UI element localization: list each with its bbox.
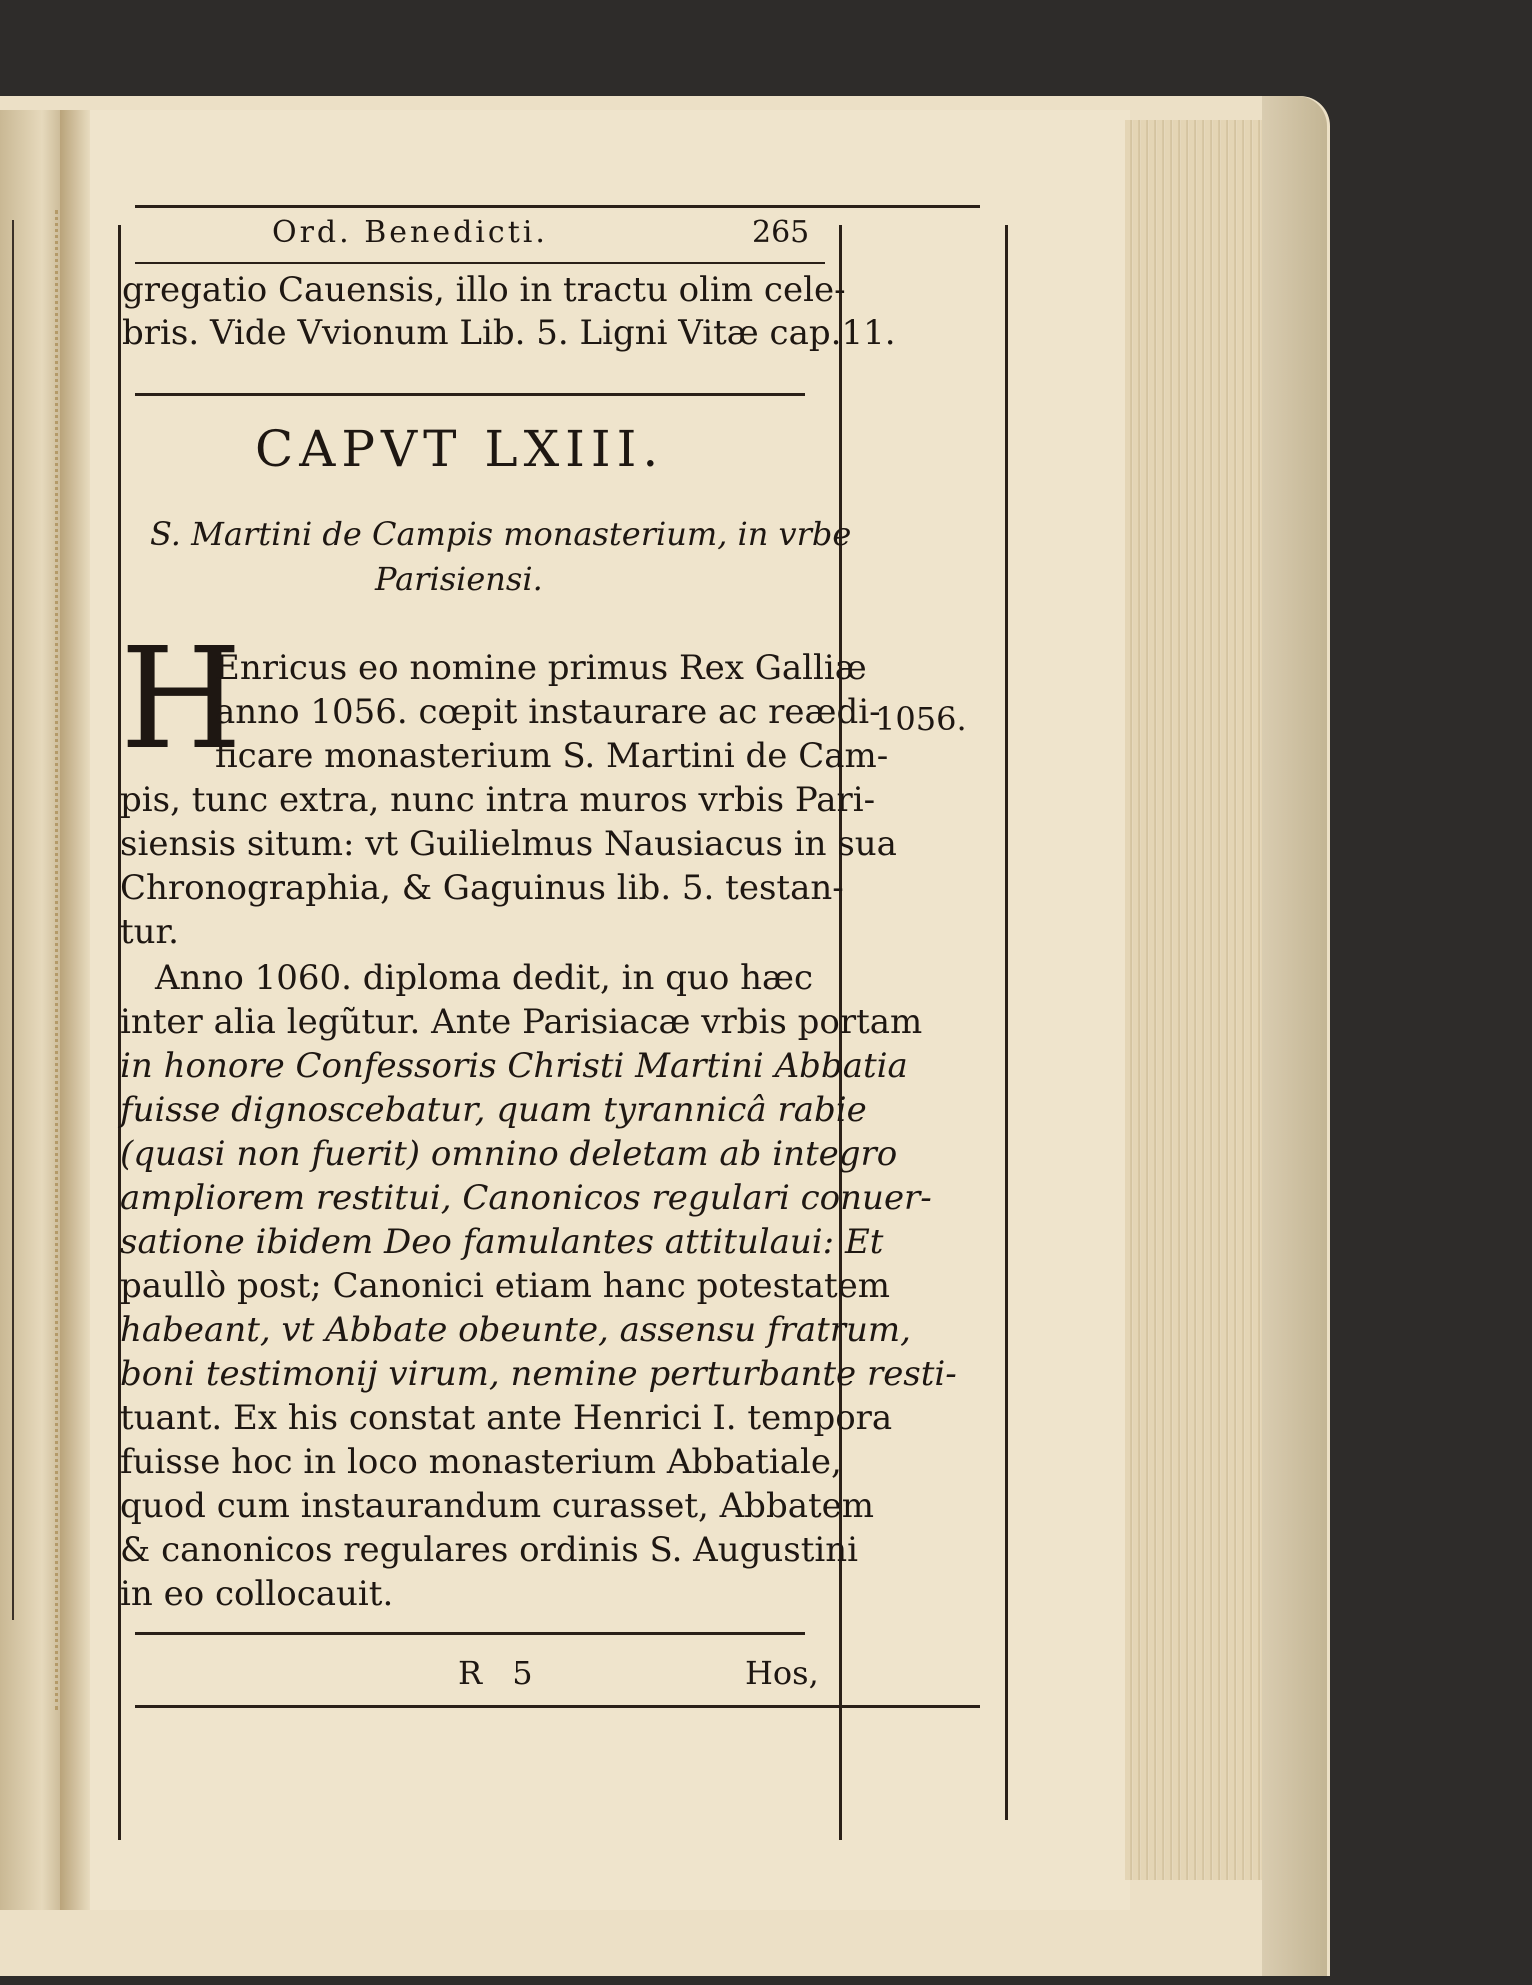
body-line: fuisse hoc in loco monasterium Abbatiale, <box>120 1442 842 1482</box>
body-line: pis, tunc extra, nunc intra muros vrbis Pari- <box>120 780 876 820</box>
bottom-rule <box>135 1705 980 1708</box>
footer-rule <box>135 1632 805 1635</box>
body-line: anno 1056. cœpit instaurare ac reædi- <box>215 692 881 732</box>
continuation-line: gregatio Cauensis, illo in tractu olim cele- <box>122 270 846 310</box>
continuation-line: bris. Vide Vvionum Lib. 5. Ligni Vitæ cap.11. <box>122 313 896 353</box>
body-line: in eo collocauit. <box>120 1574 394 1614</box>
drop-cap: H <box>120 618 243 781</box>
chapter-subtitle: S. Martini de Campis monasterium, in vrbe <box>150 515 852 553</box>
body-line: satione ibidem Deo famulantes attitulaui: Et <box>120 1222 884 1262</box>
body-line: tur. <box>120 912 179 952</box>
catchword: Hos, <box>745 1654 819 1692</box>
gutter <box>60 110 90 1910</box>
body-line: ficare monasterium S. Martini de Cam- <box>215 736 889 776</box>
page-edges <box>1125 120 1265 1880</box>
cover-edge <box>1262 96 1327 1976</box>
body-line: habeant, vt Abbate obeunte, assensu fratrum, <box>120 1310 911 1350</box>
page-number: 265 <box>752 215 810 250</box>
chapter-title: CAPVT LXIII. <box>255 420 665 478</box>
body-line: fuisse dignoscebatur, quam tyrannicâ rabie <box>120 1090 867 1130</box>
chapter-subtitle: Parisiensi. <box>375 560 543 598</box>
margin-note: 1056. <box>875 700 967 738</box>
header-rule <box>135 205 980 208</box>
body-line: siensis situm: vt Guilielmus Nausiacus in sua <box>120 824 897 864</box>
signature-mark: R 5 <box>458 1654 533 1692</box>
body-line: ampliorem restitui, Canonicos regulari conuer- <box>120 1178 932 1218</box>
body-line: Enricus eo nomine primus Rex Galliæ <box>215 648 867 688</box>
body-line: quod cum instaurandum curasset, Abbatem <box>120 1486 875 1526</box>
body-line: (quasi non fuerit) omnino deletam ab integro <box>120 1134 898 1174</box>
body-line: inter alia legũtur. Ante Parisiacæ vrbis portam <box>120 1002 923 1042</box>
body-line: paullò post; Canonici etiam hanc potestatem <box>120 1266 891 1306</box>
body-line: & canonicos regulares ordinis S. Augustini <box>120 1530 859 1570</box>
chapter-rule <box>135 393 805 396</box>
margin-rule <box>1005 225 1008 1820</box>
body-line: boni testimonij virum, nemine perturbante resti- <box>120 1354 957 1394</box>
body-line: tuant. Ex his constat ante Henrici I. tempora <box>120 1398 893 1438</box>
body-line: Chronographia, & Gaguinus lib. 5. testan- <box>120 868 844 908</box>
facing-page-rule <box>12 220 14 1620</box>
body-line: in honore Confessoris Christi Martini Abbatia <box>120 1046 908 1086</box>
running-head: Ord. Benedicti. <box>272 215 548 250</box>
body-line: Anno 1060. diploma dedit, in quo hæc <box>155 958 814 998</box>
facing-page-edge <box>0 110 60 1910</box>
